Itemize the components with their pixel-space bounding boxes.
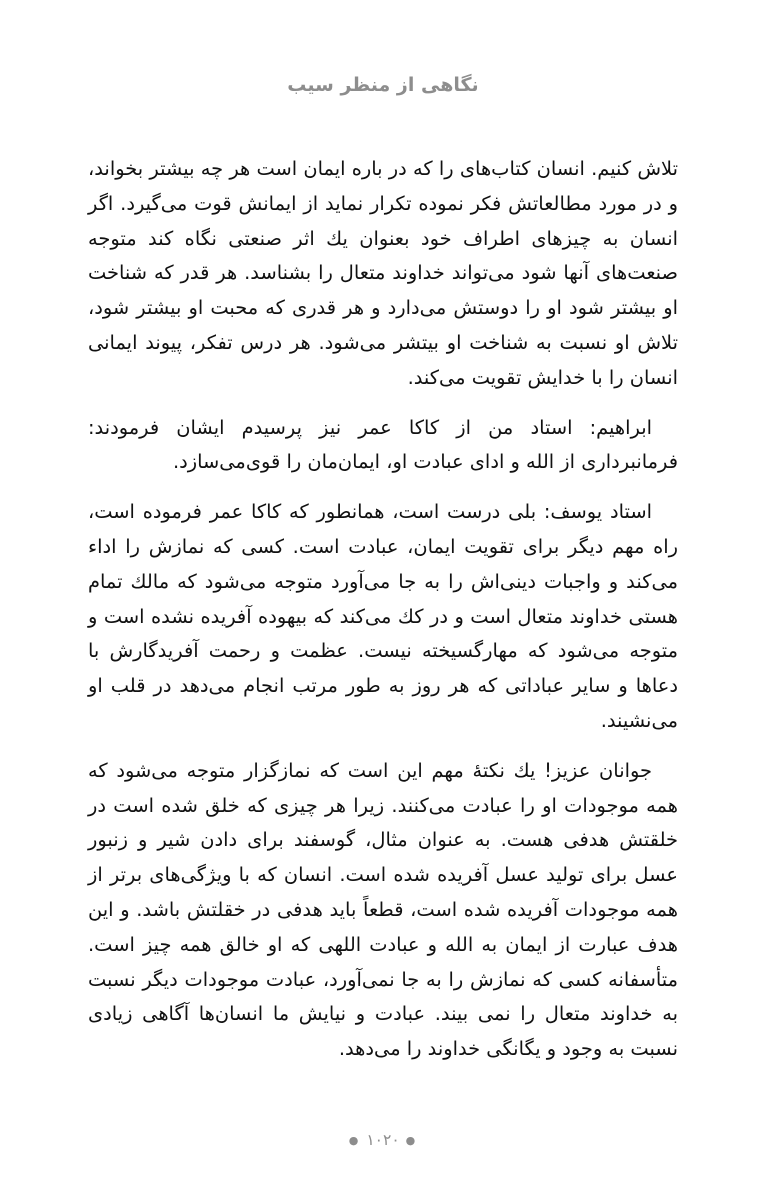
paragraph-2: ابراهیم: استاد من از کاکا عمر نیز پرسیدم ایشان فرمودند: فرمانبرداری از الله و ادای عبادت او، ایمان‌مان را قوی‌می‌سازد. <box>88 415 678 474</box>
paragraph-3: استاد یوسف: بلی درست است، همانطور که کاکا عمر فرموده است، راه مهم دیگر برای تقویت ایمان، عبادت است. کسی که نمازش را اداء می‌کند و واجبات دینی‌اش را به جا می‌آورد متوجه می‌شود که مالك تمام هستی خداوند متعال است و در كك می‌کند که بیهوده آفریده نشده است و متوجه می‌شود که مهارگسیخته نیست. عظمت و رحمت آفریدگارش با دعاها و سایر عباداتی که هر روز به طور مرتب انجام می‌دهد در قلب او می‌نشیند. <box>88 500 678 732</box>
paragraph-4: جوانان عزیز! یك نکتهٔ مهم این است که نمازگزار متوجه می‌شود که همه موجودات او را عبادت می‌کنند. زیرا هر چیزی که خلق شده است در خلقتش هدفی هست. به عنوان مثال، گوسفند برای دادن شیر و زنبور عسل برای تولید عسل آفریده شده است. انسان که با ویژگی‌های برتر از همه موجودات آفریده شده است، قطعاً باید هدفی در خقلتش باشد. و این هدف عبارت از ایمان به الله و عبادت اللهی که او خالق همه چیز است. متأسفانه کسی که نمازش را به جا نمی‌آورد، عبادت موجودات دیگر نسبت به خداوند متعال را نمی بیند. عبادت و نیایش ما انسان‌ها آگاهی زیادی نسبت به وجود و یگانگی خداوند را می‌دهد. <box>88 758 678 1061</box>
body-text-column <box>88 152 678 1067</box>
folio-page-number: ۱۰۲۰ <box>366 1131 400 1149</box>
paragraph-1: تلاش کنیم. انسان کتاب‌های را که در باره ایمان است هر چه بیشتر بخواند، و در مورد مطالعاتش فکر نموده تکرار نماید از ایمانش قوت می‌گیرد. اگر انسان به چیزهای اطراف خود بعنوان یك اثر صنعتی نگاه كند متوجه صنعت‌های آنها شود می‌تواند خداوند متعال را بشناسد. هر قدر که شناخت او بیشتر شود او را دوستش می‌دارد و هر قدری که محبت او بیشتر شود، تلاش او نسبت به شناخت او بیتشر می‌شود. هر درس تفکر، پیوند ایمانی انسان را با خدایش تقویت می‌کند. <box>88 157 678 389</box>
folio-left-dot-icon: ● <box>405 1133 418 1147</box>
page-folio <box>0 1131 766 1150</box>
running-head: نگاهی از منظر سیب <box>287 74 479 96</box>
folio-right-dot-icon: ● <box>348 1133 361 1147</box>
